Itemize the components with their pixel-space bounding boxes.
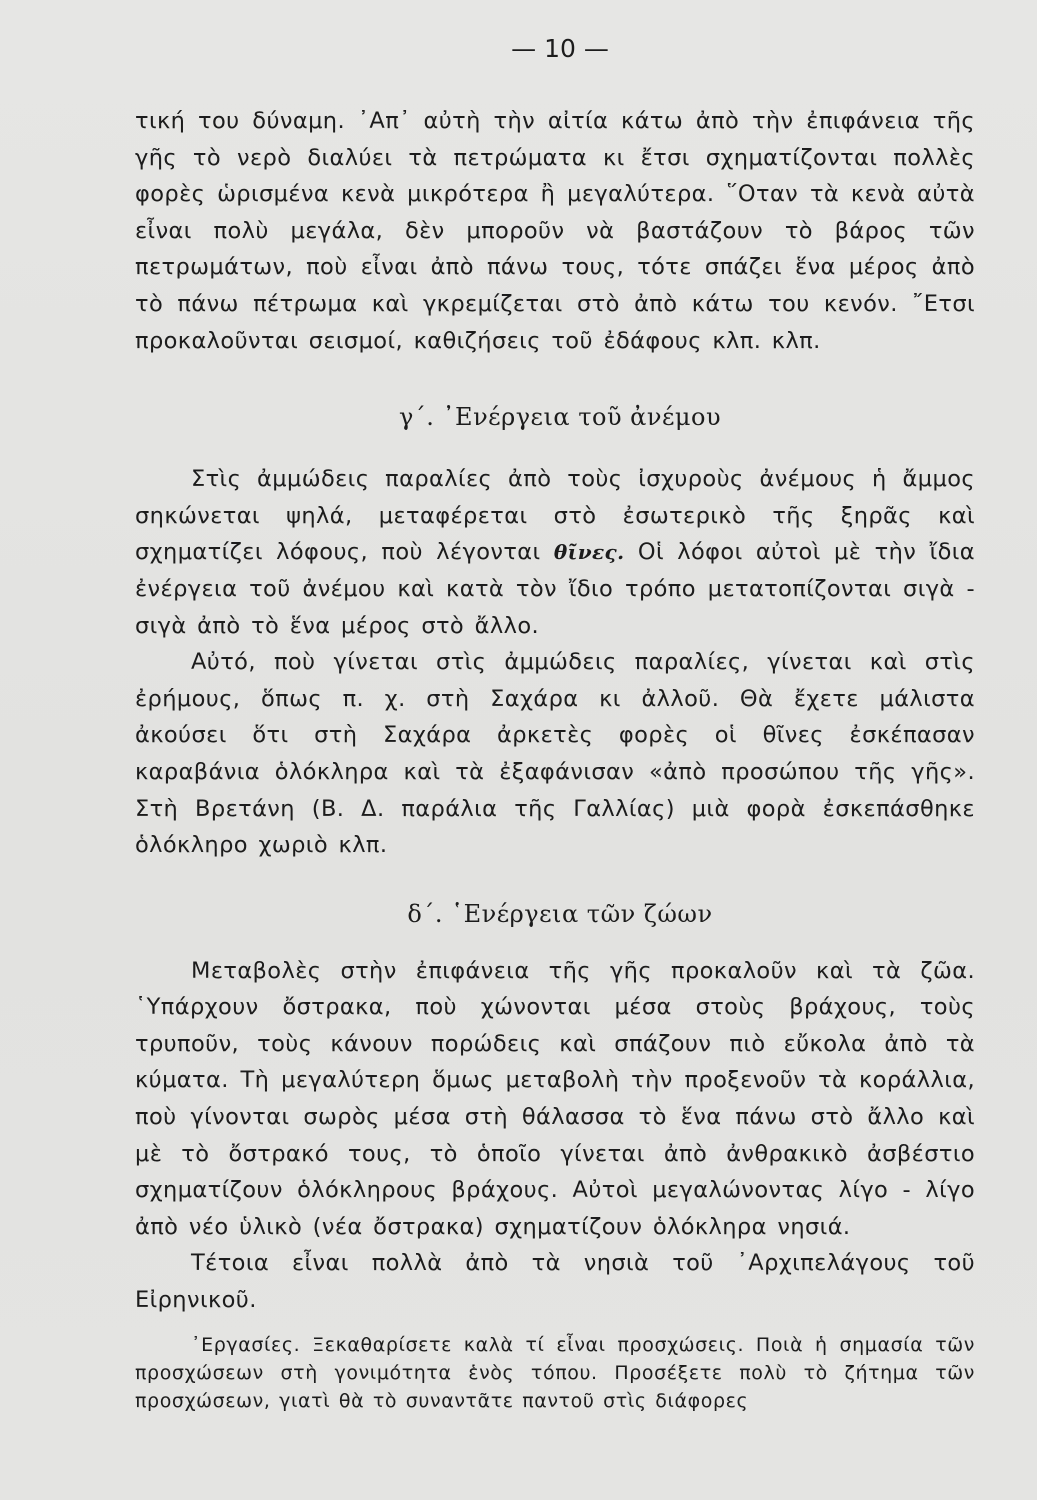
paragraph-dunes: [135, 461, 975, 644]
paragraph-dunes-text-a: Στὶς ἀμμώδεις παραλίες ἀπὸ τοὺς ἰσχυροὺς ἀνέμους ἡ ἄμμος σηκώνεται ψηλά, μεταφέρεται στὸ ἐσωτερικὸ τῆς ξηρᾶς καὶ σχηματίζει λόφους, ποὺ λέγονται: [135, 466, 975, 566]
section-heading-animals: δ΄. ῾Ενέργεια τῶν ζώων: [407, 899, 713, 928]
paragraph-dunes-text-b: Οἱ λόφοι αὐτοὶ μὲ τὴν ἴδια ἐνέργεια τοῦ ἀνέμου καὶ κατὰ τὸν ἴδιο τρόπο μετατοπίζονται σιγὰ - σιγὰ ἀπὸ τὸ ἕνα μέρος στὸ ἄλλο.: [135, 539, 975, 639]
exercises-note: ᾿Εργασίες. Ξεκαθαρίσετε καλὰ τί εἶναι προσχώσεις. Ποιὰ ἡ σημασία τῶν προσχώσεων στὴ γονιμότητα ἑνὸς τόπου. Προσέξετε πολὺ τὸ ζήτημα τῶν προσχώσεων, γιατὶ θὰ τὸ συναντᾶτε παντοῦ στὶς διάφορες: [135, 1333, 975, 1412]
paragraph-deserts: Αὐτό, ποὺ γίνεται στὶς ἀμμώδεις παραλίες, γίνεται καὶ στὶς ἐρήμους, ὅπως π. χ. στὴ Σαχάρα κι ἀλλοῦ. Θὰ ἔχετε μάλιστα ἀκούσει ὅτι στὴ Σαχάρα ἀρκετὲς φορὲς οἱ θῖνες ἐσκέπασαν καραβάνια ὁλόκληρα καὶ τὰ ἐξαφάνισαν «ἀπὸ προσώπου τῆς γῆς». Στὴ Βρετάνη (Β. Δ. παράλια τῆς Γαλλίας) μιὰ φορὰ ἐσκεπάσθηκε ὁλόκληρο χωριὸ κλπ.: [135, 649, 975, 859]
paragraph-continued: τική του δύναμη. ᾿Απ᾿ αὐτὴ τὴν αἰτία κάτω ἀπὸ τὴν ἐπιφάνεια τῆς γῆς τὸ νερὸ διαλύει τὰ πετρώματα κι ἔτσι σχηματίζονται πολλὲς φορὲς ὡρισμένα κενὰ μικρότερα ἢ μεγαλύτερα. ῞Οταν τὰ κενὰ αὐτὰ εἶναι πολὺ μεγάλα, δὲν μποροῦν νὰ βαστάζουν τὸ βάρος τῶν πετρωμάτων, ποὺ εἶναι ἀπὸ πάνω τους, τότε σπάζει ἕνα μέρος ἀπὸ τὸ πάνω πέτρωμα καὶ γκρεμίζεται στὸ ἀπὸ κάτω του κενόν. ῎Ετσι προκαλοῦνται σεισμοί, καθιζήσεις τοῦ ἐδάφους κλπ. κλπ.: [135, 108, 975, 354]
paragraph-corals: Μεταβολὲς στὴν ἐπιφάνεια τῆς γῆς προκαλοῦν καὶ τὰ ζῶα. ῾Υπάρχουν ὄστρακα, ποὺ χώνονται μέσα στοὺς βράχους, τοὺς τρυποῦν, τοὺς κάνουν πορώδεις καὶ σπάζουν πιὸ εὔκολα ἀπὸ τὰ κύματα. Τὴ μεγαλύτερη ὅμως μεταβολὴ τὴν προξενοῦν τὰ κοράλλια, ποὺ γίνονται σωρὸς μέσα στὴ θάλασσα τὸ ἕνα πάνω στὸ ἄλλο καὶ μὲ τὸ ὄστρακό τους, τὸ ὁποῖο γίνεται ἀπὸ ἀνθρακικὸ ἀσβέστιο σχηματίζουν ὁλόκληρους βράχους. Αὐτοὶ μεγαλώνοντας λίγο - λίγο ἀπὸ νέο ὑλικὸ (νέα ὄστρακα) σχηματίζουν ὁλόκληρα νησιά.: [135, 957, 975, 1240]
section-heading-wind: γ΄. ᾿Ενέργεια τοῦ ἀνέμου: [398, 403, 722, 432]
paragraph-pacific-islands: Τέτοια εἶναι πολλὰ ἀπὸ τὰ νησιὰ τοῦ ᾿Αρχιπελάγους τοῦ Εἰρηνικοῦ.: [135, 1250, 975, 1314]
page-number: — 10 —: [511, 34, 609, 63]
term-dunes: θῖνες.: [553, 540, 625, 565]
